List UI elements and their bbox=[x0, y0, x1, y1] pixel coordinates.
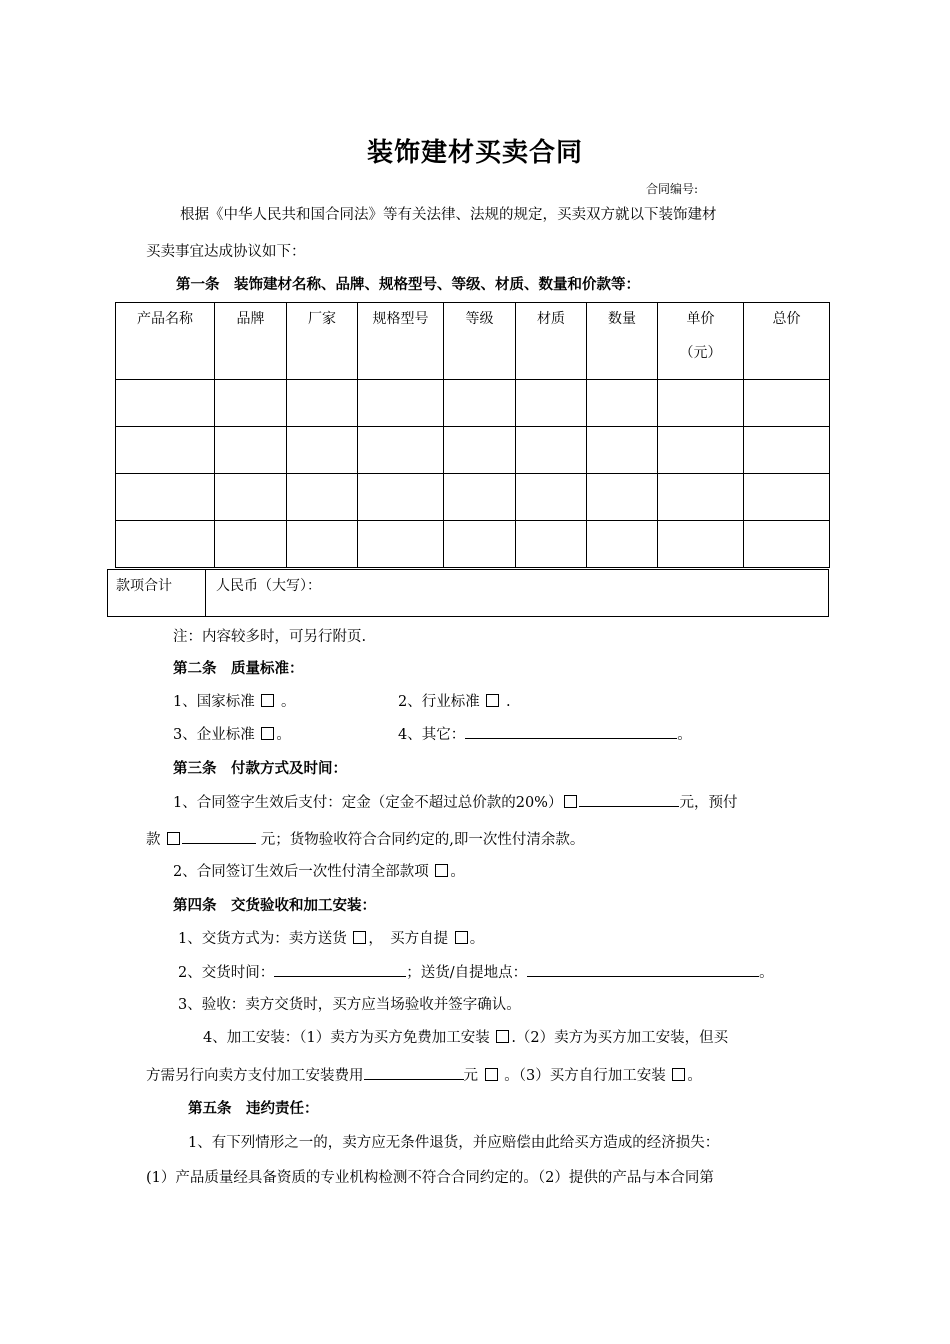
delivery-text: ；送货/自提地点： bbox=[406, 965, 528, 981]
table-cell[interactable] bbox=[215, 380, 287, 427]
punctuation: 。 bbox=[677, 727, 692, 743]
table-cell[interactable] bbox=[516, 427, 587, 474]
table-cell[interactable] bbox=[215, 474, 287, 521]
quality-option-other bbox=[398, 723, 692, 744]
table-cell[interactable] bbox=[444, 521, 516, 568]
page-title: 装饰建材买卖合同 bbox=[366, 138, 583, 168]
checkbox[interactable] bbox=[672, 1068, 685, 1081]
table-cell[interactable] bbox=[658, 474, 744, 521]
table-note: 注：内容较多时，可另行附页. bbox=[173, 629, 367, 645]
punctuation: 。 bbox=[276, 727, 291, 743]
punctuation: . bbox=[505, 694, 511, 710]
checkbox[interactable] bbox=[485, 1068, 498, 1081]
table-cell[interactable] bbox=[287, 380, 358, 427]
table-row bbox=[116, 427, 830, 474]
payment-text: 1、合同签字生效后支付：定金（定金不超过总价款的20%） bbox=[173, 795, 563, 811]
table-cell[interactable] bbox=[358, 474, 444, 521]
table-cell[interactable] bbox=[287, 521, 358, 568]
option-label: 3、企业标准 bbox=[173, 727, 255, 743]
payment-text: 2、合同签订生效后一次性付清全部款项 bbox=[173, 864, 429, 880]
intro-line-1: 根据《中华人民共和国合同法》等有关法律、法规的规定，买卖双方就以下装饰建材 bbox=[180, 207, 717, 223]
column-header: 品牌 bbox=[215, 303, 287, 380]
delivery-location-field[interactable] bbox=[527, 962, 759, 977]
intro-line-2: 买卖事宜达成协议如下： bbox=[146, 244, 306, 260]
punctuation: 。 bbox=[759, 965, 774, 981]
deposit-amount-field[interactable] bbox=[579, 792, 679, 807]
table-cell[interactable] bbox=[587, 521, 658, 568]
table-cell[interactable] bbox=[744, 474, 830, 521]
total-amount-field[interactable]: 人民币（大写）： bbox=[216, 578, 321, 594]
installation-text: 4、加工安装：（1）卖方为买方免费加工安装 bbox=[203, 1030, 490, 1046]
punctuation: 。 bbox=[469, 931, 485, 947]
delivery-time-field[interactable] bbox=[274, 962, 406, 977]
breach-line-1: 1、有下列情形之一的，卖方应无条件退货，并应赔偿由此给买方造成的经济损失： bbox=[188, 1135, 720, 1151]
column-header: 数量 bbox=[587, 303, 658, 380]
payment-line-2 bbox=[146, 828, 584, 849]
option-label: 1、国家标准 bbox=[173, 694, 255, 710]
table-cell[interactable] bbox=[116, 474, 215, 521]
delivery-text: ， 买方自提 bbox=[368, 931, 449, 947]
payment-line-3 bbox=[173, 860, 465, 881]
checkbox[interactable] bbox=[353, 931, 366, 944]
installation-text: 方需另行向卖方支付加工安装费用 bbox=[146, 1068, 364, 1084]
punctuation: 。 bbox=[450, 864, 465, 880]
punctuation: 。 bbox=[687, 1068, 702, 1084]
table-cell[interactable] bbox=[658, 427, 744, 474]
quality-option-enterprise bbox=[173, 723, 291, 744]
article5-heading: 第五条 违约责任： bbox=[188, 1101, 319, 1117]
table-cell[interactable] bbox=[444, 474, 516, 521]
installation-line-1 bbox=[203, 1026, 728, 1047]
column-header: 材质 bbox=[516, 303, 587, 380]
column-header: 产品名称 bbox=[116, 303, 215, 380]
article1-heading: 第一条 装饰建材名称、品牌、规格型号、等级、材质、数量和价款等： bbox=[176, 277, 640, 293]
table-cell[interactable] bbox=[358, 380, 444, 427]
punctuation: 。 bbox=[280, 694, 296, 710]
table-cell[interactable] bbox=[744, 521, 830, 568]
delivery-time-line bbox=[178, 961, 774, 982]
column-header: 厂家 bbox=[287, 303, 358, 380]
contract-number-label: 合同编号: bbox=[646, 182, 699, 196]
unit-price-unit: （元） bbox=[679, 345, 722, 361]
checkbox[interactable] bbox=[564, 795, 577, 808]
installation-text: 元 bbox=[463, 1068, 478, 1084]
column-header: 等级 bbox=[444, 303, 516, 380]
column-header-unit-price bbox=[658, 303, 744, 380]
delivery-text: 1、交货方式为：卖方送货 bbox=[178, 931, 347, 947]
table-cell[interactable] bbox=[116, 380, 215, 427]
article3-heading: 第三条 付款方式及时间： bbox=[173, 761, 347, 777]
column-header: 总价 bbox=[744, 303, 830, 380]
table-cell[interactable] bbox=[744, 427, 830, 474]
delivery-method-line bbox=[178, 927, 484, 948]
payment-text: 元，预付 bbox=[679, 795, 738, 811]
payment-text: 款 bbox=[146, 832, 161, 848]
table-cell[interactable] bbox=[658, 380, 744, 427]
installation-fee-field[interactable] bbox=[364, 1065, 464, 1080]
table-row bbox=[116, 474, 830, 521]
table-cell[interactable] bbox=[587, 427, 658, 474]
option-label: 4、其它： bbox=[398, 727, 466, 743]
quality-option-national bbox=[173, 690, 295, 711]
checkbox[interactable] bbox=[496, 1030, 509, 1043]
table-cell[interactable] bbox=[287, 427, 358, 474]
unit-price-label: 单价 bbox=[686, 311, 715, 327]
checkbox[interactable] bbox=[261, 727, 274, 740]
installation-line-2 bbox=[146, 1064, 702, 1085]
checkbox[interactable] bbox=[486, 694, 499, 707]
table-cell[interactable] bbox=[444, 427, 516, 474]
table-cell[interactable] bbox=[116, 521, 215, 568]
table-cell[interactable] bbox=[516, 521, 587, 568]
table-cell[interactable] bbox=[516, 380, 587, 427]
table-cell[interactable] bbox=[215, 521, 287, 568]
other-standard-field[interactable] bbox=[465, 724, 677, 739]
article4-heading: 第四条 交货验收和加工安装： bbox=[173, 898, 376, 914]
option-label: 2、行业标准 bbox=[398, 694, 480, 710]
payment-line-1 bbox=[173, 791, 737, 812]
table-cell[interactable] bbox=[587, 380, 658, 427]
table-row bbox=[116, 380, 830, 427]
payment-text: 元；货物验收符合合同约定的,即一次性付清余款。 bbox=[260, 832, 585, 848]
installation-text: .（2）卖方为买方加工安装，但买 bbox=[511, 1030, 729, 1046]
checkbox[interactable] bbox=[167, 832, 180, 845]
table-header-row bbox=[116, 303, 830, 380]
table-cell[interactable] bbox=[358, 521, 444, 568]
table-cell[interactable] bbox=[744, 380, 830, 427]
table-cell[interactable] bbox=[287, 474, 358, 521]
breach-line-2: (1）产品质量经具备资质的专业机构检测不符合合同约定的。（2）提供的产品与本合同第 bbox=[146, 1170, 714, 1186]
quality-option-industry bbox=[398, 690, 511, 711]
delivery-text: 2、交货时间： bbox=[178, 965, 275, 981]
table-cell[interactable] bbox=[358, 427, 444, 474]
prepayment-amount-field[interactable] bbox=[182, 829, 256, 844]
inspection-line: 3、验收：卖方交货时，买方应当场验收并签字确认。 bbox=[178, 997, 521, 1013]
installation-text: 。（3）买方自行加工安装 bbox=[504, 1068, 666, 1084]
table-cell[interactable] bbox=[587, 474, 658, 521]
table-cell[interactable] bbox=[516, 474, 587, 521]
table-cell[interactable] bbox=[116, 427, 215, 474]
table-cell[interactable] bbox=[658, 521, 744, 568]
checkbox[interactable] bbox=[455, 931, 468, 944]
column-header: 规格型号 bbox=[358, 303, 444, 380]
table-row bbox=[116, 521, 830, 568]
table-cell[interactable] bbox=[215, 427, 287, 474]
total-label: 款项合计 bbox=[108, 570, 206, 616]
checkbox[interactable] bbox=[261, 694, 274, 707]
article2-heading: 第二条 质量标准： bbox=[173, 661, 304, 677]
total-amount-row bbox=[107, 569, 829, 617]
checkbox[interactable] bbox=[435, 864, 448, 877]
table-cell[interactable] bbox=[444, 380, 516, 427]
product-table bbox=[115, 302, 830, 568]
